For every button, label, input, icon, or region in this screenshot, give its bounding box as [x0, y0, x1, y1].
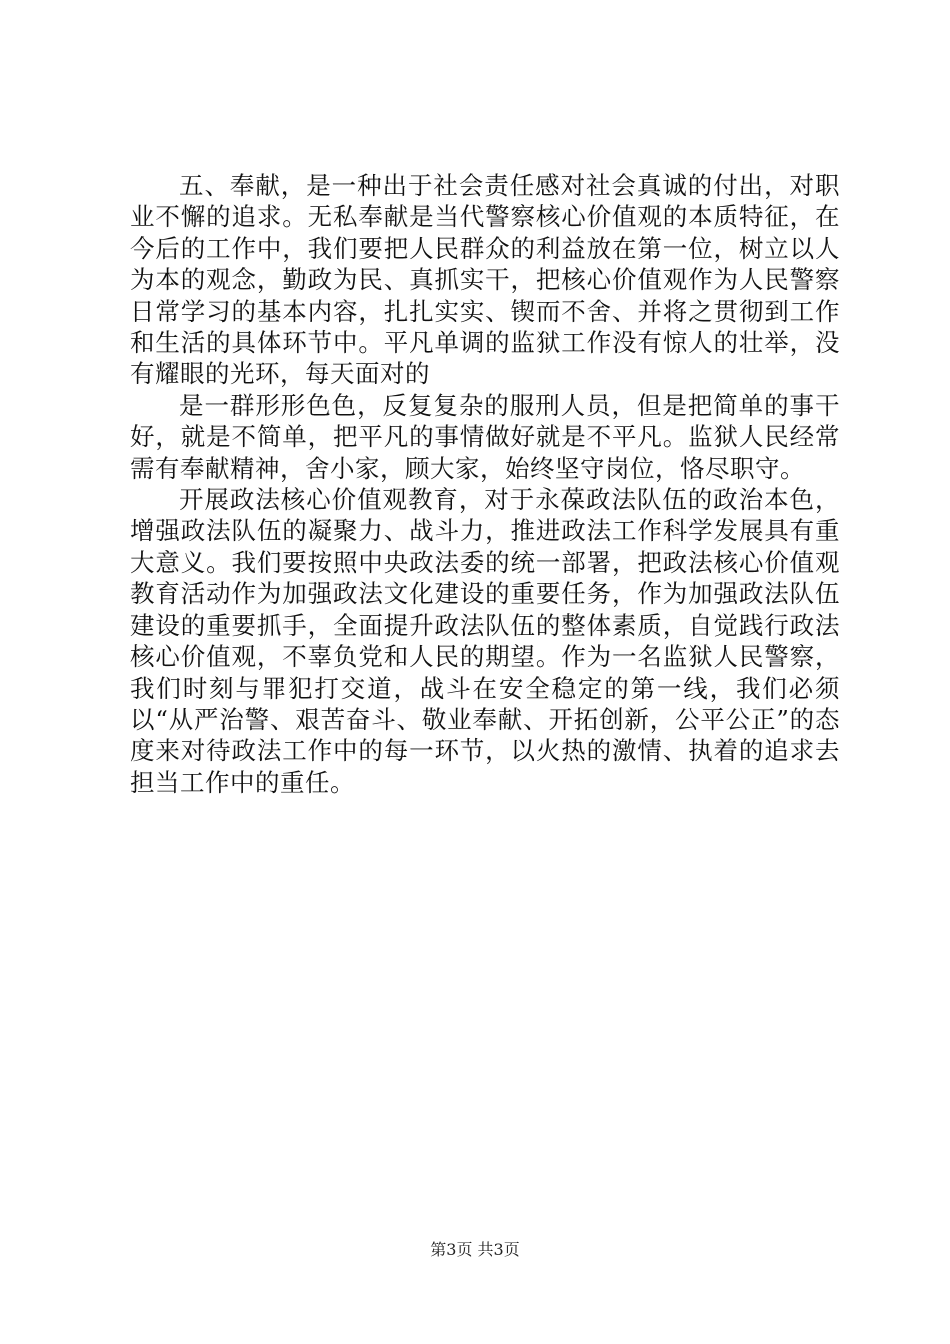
page-footer: 第3页 共3页 — [430, 1240, 520, 1259]
document-body — [130, 170, 840, 798]
paragraph-core-values-education: 开展政法核心价值观教育，对于永葆政法队伍的政治本色，增强政法队伍的凝聚力、战斗力，推进政法工作科学发展具有重大意义。我们要按照中央政法委的统一部署，把政法核心价值观教育活动作为加强政法文化建设的重要任务，作为加强政法队伍建设的重要抓手，全面提升政法队伍的整体素质，自觉践行政法核心价值观，不辜负党和人民的期望。作为一名监狱人民警察，我们时刻与罪犯打交道，战斗在安全稳定的第一线，我们必须以“从严治警、艰苦奋斗、敬业奉献、开拓创新，公平公正”的态度来对待政法工作中的每一环节，以火热的激情、执着的追求去担当工作中的重任。 — [130, 485, 840, 797]
paragraph-dedication: 五、奉献，是一种出于社会责任感对社会真诚的付出，对职业不懈的追求。无私奉献是当代警察核心价值观的本质特征，在今后的工作中，我们要把人民群众的利益放在第一位，树立以人为本的观念，勤政为民、真抓实干，把核心价值观作为人民警察日常学习的基本内容，扎扎实实、锲而不舍、并将之贯彻到工作和生活的具体环节中。平凡单调的监狱工作没有惊人的壮举，没有耀眼的光环，每天面对的 — [130, 171, 840, 389]
paragraph-dedication-continued: 是一群形形色色，反复复杂的服刑人员，但是把简单的事干好，就是不简单，把平凡的事情做好就是不平凡。监狱人民经常需有奉献精神，舍小家，顾大家，始终坚守岗位，恪尽职守。 — [130, 390, 840, 483]
